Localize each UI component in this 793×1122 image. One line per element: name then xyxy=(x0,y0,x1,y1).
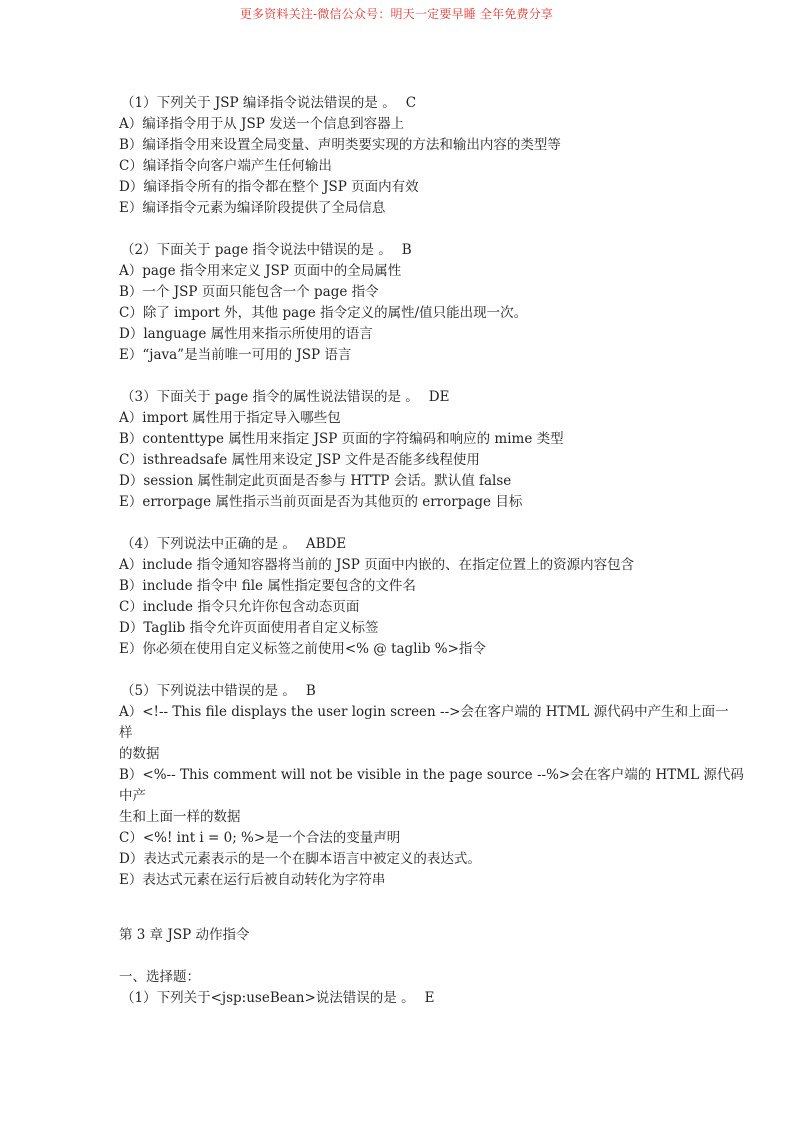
question-1-option-b: B）编译指令用来设置全局变量、声明类要实现的方法和输出内容的类型等 xyxy=(119,137,561,153)
question-4-option-b: B）include 指令中 file 属性指定要包含的文件名 xyxy=(119,578,416,594)
question-5-line-5: 中产 xyxy=(119,788,146,804)
question-4-answer: ABDE xyxy=(305,536,347,552)
question-2 xyxy=(119,240,699,261)
spacer xyxy=(119,219,699,240)
question-3-option-d: D）session 属性制定此页面是否参与 HTTP 会话。默认值 false xyxy=(119,473,512,489)
question-3-answer: DE xyxy=(428,389,450,405)
question-3-option-e: E）errorpage 属性指示当前页面是否为其他页的 errorpage 目标 xyxy=(119,494,523,510)
question-2-text: （2）下面关于 page 指令说法中错误的是 。 xyxy=(121,242,392,258)
question-5-line-9: E）表达式元素在运行后被自动转化为字符串 xyxy=(119,872,386,888)
question-5-line-6: 生和上面一样的数据 xyxy=(119,809,241,825)
question-3-option-b: B）contenttype 属性用来指定 JSP 页面的字符编码和响应的 mime 类型 xyxy=(119,431,564,447)
question-4-text: （4）下列说法中正确的是 。 xyxy=(121,536,296,552)
question-5-line-4: B）<%-- This comment will not be visible in the page source --%>会在客户端的 HTML 源代码 xyxy=(119,767,744,783)
chapter-question-1-text: （1）下列关于<jsp:useBean>说法错误的是 。 xyxy=(121,990,415,1006)
question-3-text: （3）下面关于 page 指令的属性说法错误的是 。 xyxy=(121,389,419,405)
top-banner: 更多资料关注-微信公众号：明天一定要早睡 全年免费分享 xyxy=(239,7,554,21)
question-4-option-c: C）include 指令只允许你包含动态页面 xyxy=(119,599,360,615)
question-5-text: （5）下列说法中错误的是 。 xyxy=(121,683,296,699)
question-1-answer: C xyxy=(405,95,417,111)
question-5-line-3: 的数据 xyxy=(119,746,160,762)
question-5 xyxy=(119,681,699,702)
question-1-option-d: D）编译指令所有的指令都在整个 JSP 页面内有效 xyxy=(119,179,419,195)
question-4-option-d: D）Taglib 指令允许页面使用者自定义标签 xyxy=(119,620,379,636)
question-2-option-c: C）除了 import 外，其他 page 指令定义的属性/值只能出现一次。 xyxy=(119,305,528,321)
spacer xyxy=(119,660,699,681)
question-1 xyxy=(119,93,699,114)
question-1-text: （1）下列关于 JSP 编译指令说法错误的是 。 xyxy=(121,95,396,111)
chapter-heading: 第 3 章 JSP 动作指令 xyxy=(119,927,250,943)
spacer xyxy=(119,366,699,387)
question-2-option-b: B）一个 JSP 页面只能包含一个 page 指令 xyxy=(119,284,379,300)
question-3 xyxy=(119,387,699,408)
spacer xyxy=(119,513,699,534)
question-1-option-a: A）编译指令用于从 JSP 发送一个信息到容器上 xyxy=(119,116,405,132)
question-3-option-a: A）import 属性用于指定导入哪些包 xyxy=(119,410,341,426)
section-heading: 一、选择题： xyxy=(119,969,200,985)
spacer xyxy=(119,946,699,967)
question-1-option-c: C）编译指令向客户端产生任何输出 xyxy=(119,158,332,174)
question-4 xyxy=(119,534,699,555)
question-5-line-7: C）<%! int i = 0; %>是一个合法的变量声明 xyxy=(119,830,401,846)
question-5-line-1: A）<!-- This file displays the user login screen -->会在客户端的 HTML 源代码中产生和上面一 xyxy=(119,704,729,720)
question-1-option-e: E）编译指令元素为编译阶段提供了全局信息 xyxy=(119,200,386,216)
chapter-question-1-answer: E xyxy=(424,990,435,1006)
spacer xyxy=(119,891,699,925)
question-4-option-a: A）include 指令通知容器将当前的 JSP 页面中内嵌的、在指定位置上的资源内容包含 xyxy=(119,557,635,573)
chapter-question-1 xyxy=(119,988,699,1009)
document-body xyxy=(119,93,744,1009)
question-3-option-c: C）isthreadsafe 属性用来设定 JSP 文件是否能多线程使用 xyxy=(119,452,480,468)
question-5-line-2: 样 xyxy=(119,725,133,741)
question-2-option-a: A）page 指令用来定义 JSP 页面中的全局属性 xyxy=(119,263,402,279)
question-2-option-e: E）“java”是当前唯一可用的 JSP 语言 xyxy=(119,347,352,363)
question-2-option-d: D）language 属性用来指示所使用的语言 xyxy=(119,326,373,342)
question-5-answer: B xyxy=(305,683,316,699)
question-4-option-e: E）你必须在使用自定义标签之前使用<% @ taglib %>指令 xyxy=(119,641,486,657)
question-5-line-8: D）表达式元素表示的是一个在脚本语言中被定义的表达式。 xyxy=(119,851,481,867)
question-2-answer: B xyxy=(401,242,412,258)
